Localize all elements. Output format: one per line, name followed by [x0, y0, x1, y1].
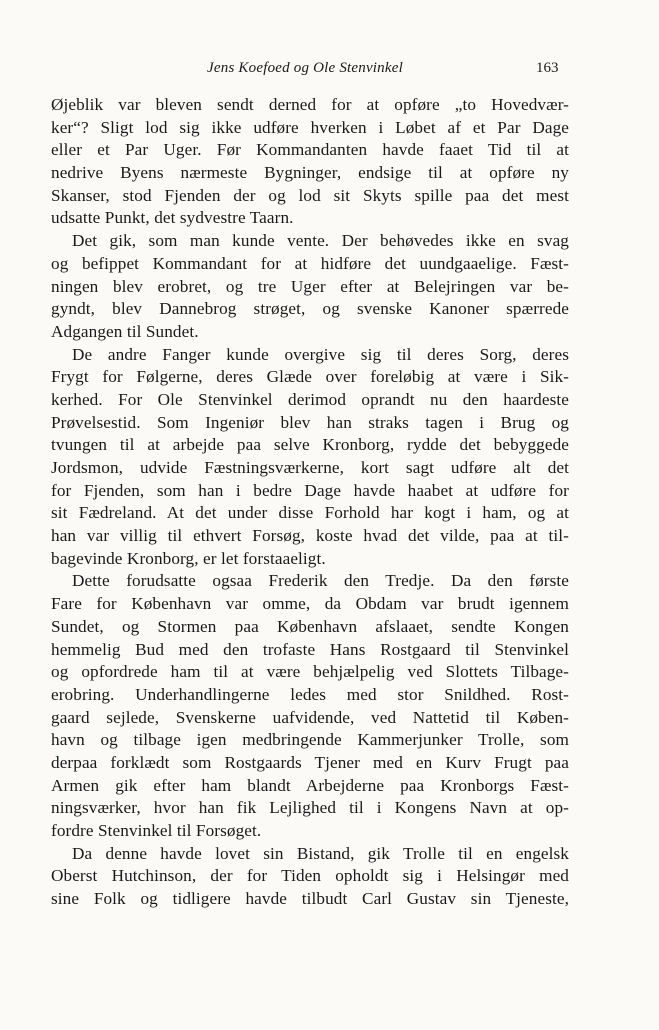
- text-line: Armen gik efter ham blandt Arbejderne paa Kronborgs Fæst-: [51, 775, 569, 795]
- text-line: tvungen til at arbejde paa selve Kronborg, rydde det bebyggede: [51, 435, 569, 455]
- text-line: han var villig til ethvert Forsøg, koste hvad det vilde, paa at til-: [51, 526, 569, 546]
- running-title: Jens Koefoed og Ole Stenvinkel: [207, 60, 403, 76]
- text-line: Adgangen til Sundet.: [51, 321, 199, 341]
- text-line: Frygt for Følgerne, deres Glæde over foreløbig at være i Sik-: [51, 367, 569, 387]
- text-line: havn og tilbage igen medbringende Kammerjunker Trolle, som: [51, 730, 569, 750]
- text-line: Da denne havde lovet sin Bistand, gik Trolle til en engelsk: [72, 843, 569, 863]
- text-line: ker“? Sligt lod sig ikke udføre hverken i Løbet af et Par Dage: [51, 117, 569, 137]
- page-number: 163: [536, 60, 559, 76]
- text-line: kerhed. For Ole Stenvinkel derimod oprandt nu den haardeste: [51, 389, 569, 409]
- text-line: Øjeblik var bleven sendt derned for at opføre „to Hovedvær-: [51, 95, 569, 114]
- text-line: De andre Fanger kunde overgive sig til deres Sorg, deres: [72, 344, 569, 364]
- text-line: udsatte Punkt, det sydvestre Taarn.: [51, 208, 294, 228]
- body-text: [51, 94, 569, 911]
- text-line: gyndt, blev Dannebrog strøget, og svenske Kanoner spærrede: [51, 299, 569, 319]
- text-line: sit Fædreland. At det under disse Forhold har kogt i ham, og at: [51, 503, 569, 523]
- text-line: gaard sejlede, Svenskerne uafvidende, ved Nattetid til Køben-: [51, 707, 569, 727]
- text-line: Sundet, og Stormen paa København afslaaet, sendte Kongen: [51, 616, 569, 636]
- text-line: sine Folk og tidligere havde tilbudt Carl Gustav sin Tjeneste,: [51, 889, 569, 909]
- text-line: bagevinde Kronborg, er let forstaaeligt.: [51, 548, 326, 568]
- text-line: hemmelig Bud med den trofaste Hans Rostgaard til Stenvinkel: [51, 639, 569, 659]
- running-head: [0, 60, 659, 80]
- text-line: Fare for København var omme, da Obdam var brudt igennem: [51, 594, 569, 614]
- text-line: Prøvelsestid. Som Ingeniør blev han straks tagen i Brug og: [51, 412, 569, 432]
- text-line: nedrive Byens nærmeste Bygninger, endsige til at opføre ny: [51, 163, 569, 183]
- text-line: ningen blev erobret, og tre Uger efter at Belejringen var be-: [51, 276, 569, 296]
- text-line: og befippet Kommandant for at hidføre det uundgaaelige. Fæst-: [51, 253, 569, 273]
- text-line: Oberst Hutchinson, der for Tiden opholdt sig i Helsingør med: [51, 866, 569, 886]
- text-line: for Fjenden, som han i bedre Dage havde haabet at udføre for: [51, 480, 569, 500]
- text-line: fordre Stenvinkel til Forsøget.: [51, 821, 262, 840]
- text-line: Dette forudsatte ogsaa Frederik den Tredje. Da den første: [72, 571, 569, 591]
- text-line: og opfordrede ham til at være behjælpelig ved Slottets Tilbage-: [51, 662, 569, 682]
- text-line: erobring. Underhandlingerne ledes med stor Snildhed. Rost-: [51, 684, 569, 704]
- text-line: Skanser, stod Fjenden der og lod sit Skyts spille paa det mest: [51, 185, 569, 205]
- text-line: Det gik, som man kunde vente. Der behøvedes ikke en svag: [72, 231, 569, 251]
- text-line: derpaa forklædt som Rostgaards Tjener med en Kurv Frugt paa: [51, 752, 569, 772]
- text-line: Jordsmon, udvide Fæstningsværkerne, kort sagt udføre alt det: [51, 458, 569, 477]
- text-line: eller et Par Uger. Før Kommandanten havde faaet Tid til at: [51, 140, 569, 160]
- text-line: ningsværker, hvor han fik Lejlighed til i Kongens Navn at op-: [51, 798, 569, 818]
